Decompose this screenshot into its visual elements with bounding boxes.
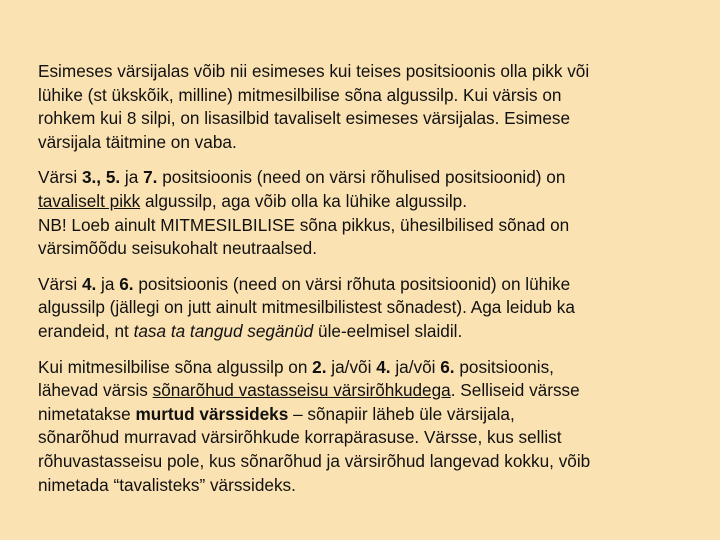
bold-text: 4. (376, 356, 391, 377)
text-run: . Selliseid värsse (450, 380, 580, 401)
text-run: sõnarõhud murravad värsirõhkude korrapärasuse. Värsse, kus sellist (38, 427, 562, 448)
bold-text: 7. (143, 167, 158, 188)
text-line (38, 426, 694, 450)
bold-text: 2. (312, 356, 327, 377)
underlined-text: tavaliselt pikk (38, 190, 141, 211)
bold-text: murtud värssideks (135, 403, 289, 424)
text-run: ja/või (326, 356, 377, 377)
text-run: erandeid, nt (38, 320, 134, 341)
text-line (38, 379, 694, 403)
text-run: nimetatakse (38, 403, 136, 424)
italic-text: tasa ta tangud segänüd (133, 320, 314, 341)
bold-text: 6. (119, 273, 134, 294)
text-run: algussilp (jällegi on jutt ainult mitmesilbilistest sõnadest). Aga leidub ka (38, 297, 575, 318)
text-line (38, 84, 694, 108)
text-run: lähevad värsis (38, 380, 153, 401)
text-line (38, 296, 694, 320)
text-run: Värsi (38, 273, 82, 294)
underlined-text: sõnarõhud vastasseisu värsirõhkudega (152, 380, 451, 401)
text-line (38, 356, 694, 380)
bold-text: 3., 5. (81, 167, 121, 188)
text-run: ja (96, 273, 120, 294)
text-line (38, 320, 694, 344)
text-line (38, 107, 694, 131)
bold-text: 4. (81, 273, 97, 294)
text-run: – sõnapiir läheb üle värsijala, (288, 403, 515, 424)
text-run: ja (120, 167, 144, 188)
text-run: rõhuvastasseisu pole, kus sõnarõhud ja värsirõhud langevad kokku, võib (38, 450, 591, 471)
text-line (38, 131, 694, 155)
text-run: üle-eelmisel slaidil. (313, 320, 463, 341)
text-line (38, 273, 694, 297)
text-line (38, 214, 694, 238)
text-run: positsioonis (need on värsi rõhuta positsioonid) on lühike (133, 273, 571, 294)
text-run: lühike (st ükskõik, milline) mitmesilbilise sõna algussilp. Kui värsis on (38, 84, 562, 105)
text-run: rohkem kui 8 silpi, on lisasilbid tavaliselt esimeses värsijalas. Esimese (38, 108, 571, 129)
text-line (38, 450, 694, 474)
text-run: ja/või (390, 356, 441, 377)
paragraph-3 (38, 273, 694, 344)
text-line (38, 237, 694, 261)
text-run: Esimeses värsijalas võib nii esimeses kui teises positsioonis olla pikk või (38, 61, 590, 81)
text-run: Värsi (38, 167, 82, 188)
text-run: värsijala täitmine on vaba. (38, 131, 237, 152)
paragraph-1 (38, 60, 694, 154)
text-run: algussilp, aga võib olla ka lühike algussilp. (140, 190, 467, 211)
text-run: nimetada “tavalisteks” värssideks. (38, 474, 296, 495)
text-run: Kui mitmesilbilise sõna algussilp on (38, 356, 313, 377)
paragraph-2 (38, 166, 694, 260)
text-line (38, 166, 694, 190)
paragraph-4 (38, 356, 694, 498)
text-line (38, 190, 694, 214)
text-run: NB! Loeb ainult MITMESILBILISE sõna pikkus, ühesilbilised sõnad on (38, 214, 570, 235)
text-line (38, 474, 694, 498)
bold-text: 6. (440, 356, 455, 377)
text-run: värsimõõdu seisukohalt neutraalsed. (38, 238, 317, 259)
text-run: positsioonis, (454, 356, 554, 377)
text-run: positsioonis (need on värsi rõhulised positsioonid) on (157, 167, 566, 188)
text-line (38, 403, 694, 427)
text-line (38, 60, 694, 84)
